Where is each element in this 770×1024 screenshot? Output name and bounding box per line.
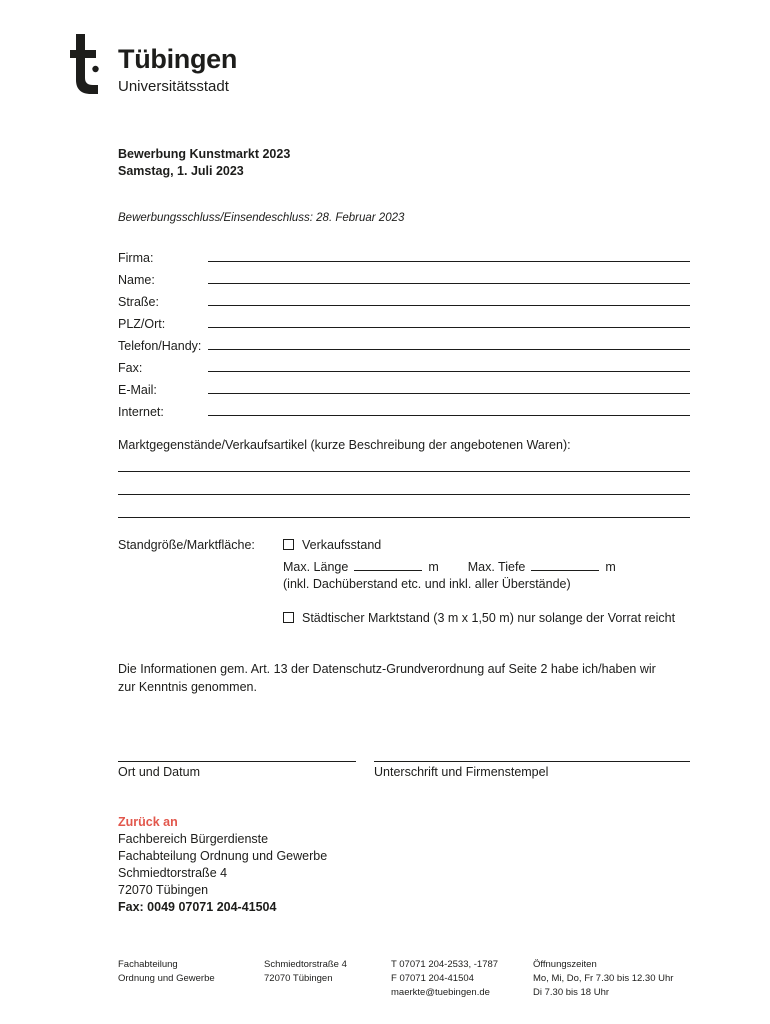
footer-line: F 07071 204-41504 bbox=[391, 973, 474, 984]
signature-label: Unterschrift und Firmenstempel bbox=[374, 765, 549, 779]
return-heading: Zurück an bbox=[118, 815, 178, 829]
event-date: Samstag, 1. Juli 2023 bbox=[118, 164, 244, 178]
field-label: E-Mail: bbox=[118, 383, 157, 397]
field-label: PLZ/Ort: bbox=[118, 317, 166, 331]
footer-line: Fachabteilung bbox=[118, 959, 178, 970]
logo-subtitle: Universitätsstadt bbox=[118, 78, 229, 95]
footer-line: Ordnung und Gewerbe bbox=[118, 973, 215, 984]
footer-line: Öffnungszeiten bbox=[533, 959, 597, 970]
field-line[interactable] bbox=[208, 327, 690, 328]
max-depth-label: Max. Tiefe bbox=[467, 560, 526, 574]
goods-line-3[interactable] bbox=[118, 517, 690, 518]
return-line: 72070 Tübingen bbox=[118, 883, 209, 897]
deadline-note: Bewerbungsschluss/Einsendeschluss: 28. Februar 2023 bbox=[118, 212, 405, 224]
field-line[interactable] bbox=[208, 283, 690, 284]
footer-line: Mo, Mi, Do, Fr 7.30 bis 12.30 Uhr bbox=[533, 973, 674, 984]
dimensions-row bbox=[283, 560, 616, 574]
field-line[interactable] bbox=[208, 371, 690, 372]
unit-label: m bbox=[605, 560, 616, 574]
unit-label: m bbox=[428, 560, 439, 574]
place-date-label: Ort und Datum bbox=[118, 765, 200, 779]
goods-line-1[interactable] bbox=[118, 471, 690, 472]
field-line[interactable] bbox=[208, 305, 690, 306]
field-email[interactable] bbox=[118, 381, 690, 397]
checkbox-verkaufsstand[interactable] bbox=[283, 539, 294, 550]
field-line[interactable] bbox=[208, 393, 690, 394]
option-verkaufsstand[interactable] bbox=[283, 538, 381, 552]
footer-col-1 bbox=[118, 958, 215, 986]
place-date-line[interactable] bbox=[118, 761, 356, 762]
field-label: Firma: bbox=[118, 251, 154, 265]
footer-line: Di 7.30 bis 18 Uhr bbox=[533, 987, 610, 998]
field-plz-ort[interactable] bbox=[118, 315, 690, 331]
option-label: Städtischer Marktstand (3 m x 1,50 m) nur solange der Vorrat reicht bbox=[302, 611, 676, 625]
tuebingen-logo-icon bbox=[70, 34, 100, 94]
signature-line[interactable] bbox=[374, 761, 690, 762]
field-line[interactable] bbox=[208, 415, 690, 416]
option-staedtischer-marktstand[interactable] bbox=[283, 611, 675, 625]
return-line: Fachabteilung Ordnung und Gewerbe bbox=[118, 849, 328, 863]
field-line[interactable] bbox=[208, 349, 690, 350]
return-line: Schmiedtorstraße 4 bbox=[118, 866, 228, 880]
field-line[interactable] bbox=[208, 261, 690, 262]
goods-label: Marktgegenstände/Verkaufsartikel (kurze Beschreibung der angebotenen Waren): bbox=[118, 438, 571, 452]
footer-col-2 bbox=[264, 958, 347, 986]
field-label: Straße: bbox=[118, 295, 159, 309]
footer-line: Schmiedtorstraße 4 bbox=[264, 959, 347, 970]
footer-line: T 07071 204-2533, -1787 bbox=[391, 959, 499, 970]
privacy-line-1: Die Informationen gem. Art. 13 der Datenschutz-Grundverordnung auf Seite 2 habe ich/haben wir bbox=[118, 662, 656, 676]
stand-label: Standgröße/Marktfläche: bbox=[118, 538, 255, 552]
field-firma[interactable] bbox=[118, 249, 690, 265]
goods-line-2[interactable] bbox=[118, 494, 690, 495]
max-depth-input[interactable] bbox=[531, 570, 599, 571]
max-length-label: Max. Länge bbox=[283, 560, 349, 574]
field-label: Internet: bbox=[118, 405, 164, 419]
privacy-line-2: zur Kenntnis genommen. bbox=[118, 680, 257, 694]
return-fax: Fax: 0049 07071 204-41504 bbox=[118, 900, 277, 914]
checkbox-marktstand[interactable] bbox=[283, 612, 294, 623]
field-strasse[interactable] bbox=[118, 293, 690, 309]
field-name[interactable] bbox=[118, 271, 690, 287]
field-fax[interactable] bbox=[118, 359, 690, 375]
option-label: Verkaufsstand bbox=[302, 538, 382, 552]
dimension-note: (inkl. Dachüberstand etc. und inkl. aller Überstände) bbox=[283, 577, 571, 591]
footer-col-3 bbox=[391, 958, 498, 1000]
field-label: Fax: bbox=[118, 361, 143, 375]
field-label: Name: bbox=[118, 273, 155, 287]
max-length-input[interactable] bbox=[354, 570, 422, 571]
field-label: Telefon/Handy: bbox=[118, 339, 202, 353]
logo-title: Tübingen bbox=[118, 44, 238, 74]
footer-col-4 bbox=[533, 958, 673, 1000]
form-title: Bewerbung Kunstmarkt 2023 bbox=[118, 147, 291, 161]
field-telefon[interactable] bbox=[118, 337, 690, 353]
return-line: Fachbereich Bürgerdienste bbox=[118, 832, 269, 846]
footer-email-link[interactable]: maerkte@tuebingen.de bbox=[391, 987, 490, 998]
field-internet[interactable] bbox=[118, 403, 690, 419]
footer-line: 72070 Tübingen bbox=[264, 973, 333, 984]
